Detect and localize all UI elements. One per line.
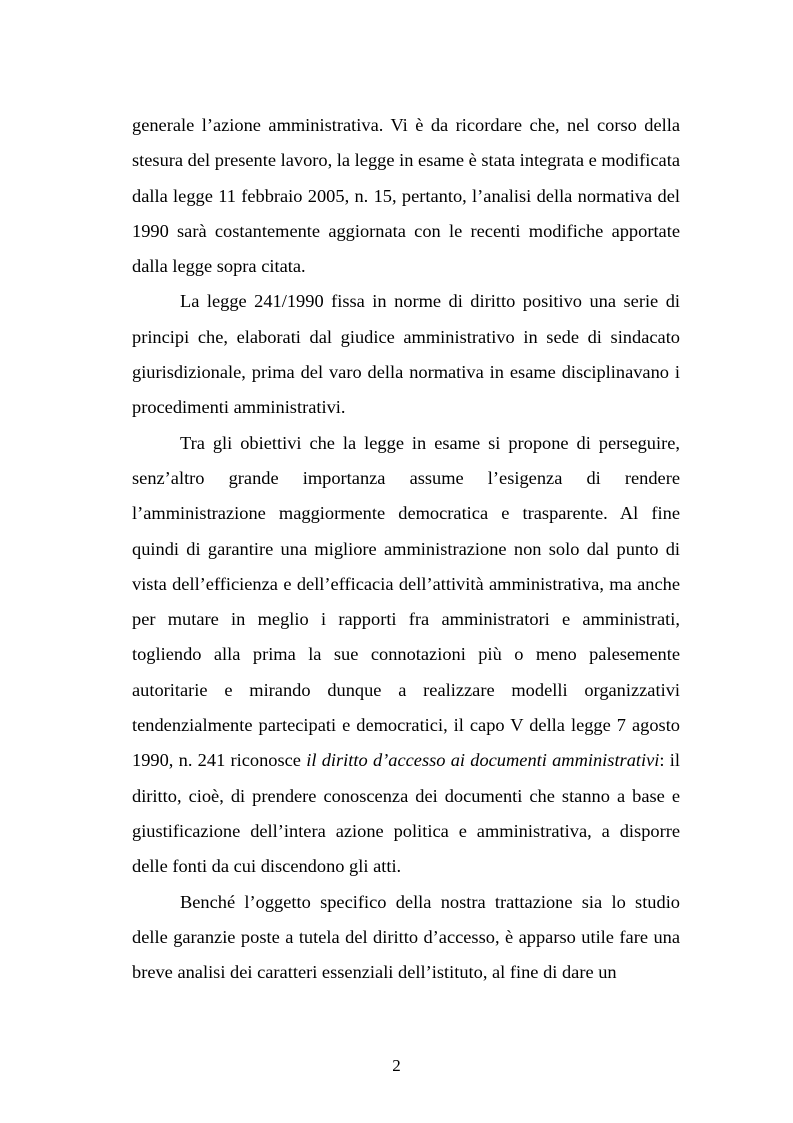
page-number: 2: [392, 1056, 401, 1075]
paragraph-2: La legge 241/1990 fissa in norme di diritto positivo una serie di principi che, elaborati dal giudice amministrativo in sede di sindacato giurisdizionale, prima del varo della normativa in esame disciplinavano i procedimenti amministrativi.: [132, 291, 680, 418]
paragraph-3-text-after: : il diritto, cioè, di prendere conoscenza dei documenti che stanno a base e giustificazione dell’intera azione politica e amministrativa, a disporre delle fonti da cui discendono gli atti.: [132, 750, 680, 877]
paragraph-3-italic-phrase: il diritto d’accesso ai documenti amministrativi: [306, 750, 660, 771]
document-page: [132, 108, 680, 990]
paragraph-4: Benché l’oggetto specifico della nostra trattazione sia lo studio delle garanzie poste a tutela del diritto d’accesso, è apparso utile fare una breve analisi dei caratteri essenziali dell’istituto, al fine di dare un: [132, 891, 680, 983]
paragraph-3: [132, 426, 680, 885]
paragraph-1: generale l’azione amministrativa. Vi è da ricordare che, nel corso della stesura del presente lavoro, la legge in esame è stata integrata e modificata dalla legge 11 febbraio 2005, n. 15, pertanto, l’analisi della normativa del 1990 sarà costantemente aggiornata con le recenti modifiche apportate dalla legge sopra citata.: [132, 115, 680, 277]
paragraph-3-text-before: Tra gli obiettivi che la legge in esame si propone di perseguire, senz’altro grande importanza assume l’esigenza di rendere l’amministrazione maggiormente democratica e trasparente. Al fine quindi di garantire una migliore amministrazione non solo dal punto di vista dell’efficienza e dell’efficacia dell’attività amministrativa, ma anche per mutare in meglio i rapporti fra amministratori e amministrati, togliendo alla prima la sue connotazioni più o meno palesemente autoritarie e mirando dunque a realizzare modelli organizzativi tendenzialmente partecipati e democratici, il capo V della legge 7 agosto 1990, n. 241 riconosce: [132, 432, 680, 771]
